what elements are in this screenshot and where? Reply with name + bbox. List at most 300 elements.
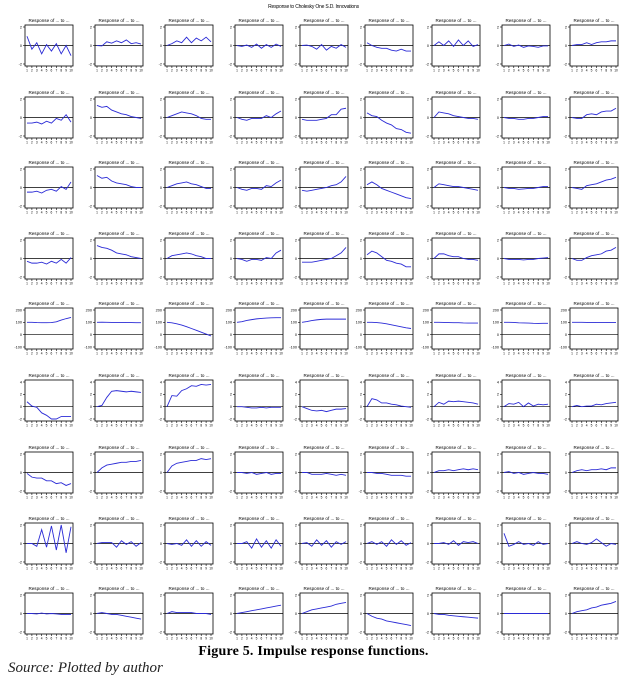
y-tick-label: -2 <box>425 489 429 494</box>
x-tick-label: 10 <box>344 281 348 286</box>
x-tick-label: 3 <box>580 210 583 215</box>
x-tick-label: 8 <box>270 636 273 641</box>
x-tick-label: 3 <box>35 281 38 286</box>
x-tick-label: 4 <box>180 636 183 641</box>
panel-r1-c3 <box>159 18 213 73</box>
x-tick-label: 7 <box>195 351 198 356</box>
response-line <box>167 384 211 406</box>
panel-r5-c3 <box>154 301 213 356</box>
y-tick-label: 0 <box>89 256 92 261</box>
x-tick-label: 10 <box>279 495 283 500</box>
x-tick-label: 6 <box>457 281 460 286</box>
x-tick-label: 1 <box>571 423 573 428</box>
x-tick-label: 4 <box>447 281 450 286</box>
x-tick-label: 2 <box>507 495 510 500</box>
x-tick-label: 4 <box>180 140 183 145</box>
x-tick-label: 1 <box>366 210 368 215</box>
x-tick-label: 4 <box>110 495 113 500</box>
x-tick-label: 2 <box>305 210 308 215</box>
response-line <box>167 612 211 615</box>
x-tick-label: 8 <box>467 210 470 215</box>
y-tick-label: -2 <box>358 62 362 67</box>
response-line <box>504 322 548 323</box>
x-tick-label: 1 <box>433 140 435 145</box>
y-tick-label: -100 <box>491 345 499 350</box>
x-tick-label: 4 <box>315 423 318 428</box>
response-line <box>572 539 616 546</box>
x-tick-label: 6 <box>527 495 530 500</box>
x-tick-label: 6 <box>595 636 598 641</box>
x-tick-label: 3 <box>512 140 515 145</box>
x-tick-label: 1 <box>571 636 573 641</box>
y-tick-label: 2 <box>89 452 92 457</box>
x-tick-label: 9 <box>135 566 138 571</box>
x-tick-label: 4 <box>585 351 588 356</box>
x-tick-label: 2 <box>437 636 440 641</box>
x-tick-label: 7 <box>195 495 198 500</box>
x-tick-label: 6 <box>190 495 193 500</box>
x-tick-label: 1 <box>166 566 168 571</box>
x-tick-label: 7 <box>395 210 398 215</box>
x-tick-label: 5 <box>385 351 388 356</box>
x-tick-label: 5 <box>590 636 593 641</box>
panel-r9-c1 <box>19 586 73 641</box>
x-tick-label: 8 <box>467 351 470 356</box>
x-tick-label: 8 <box>467 68 470 73</box>
x-tick-label: 7 <box>55 636 58 641</box>
response-line <box>367 182 411 199</box>
x-tick-label: 2 <box>240 351 243 356</box>
response-line <box>237 180 281 190</box>
x-tick-label: 3 <box>105 495 108 500</box>
panel-frame <box>165 380 213 421</box>
x-tick-label: 7 <box>395 495 398 500</box>
response-line <box>97 246 141 259</box>
x-tick-label: 4 <box>110 140 113 145</box>
x-tick-label: 3 <box>375 423 378 428</box>
x-tick-label: 10 <box>614 566 618 571</box>
x-tick-label: 6 <box>50 140 53 145</box>
response-line <box>504 472 548 475</box>
x-tick-label: 6 <box>190 281 193 286</box>
x-tick-label: 7 <box>265 140 268 145</box>
x-tick-label: 5 <box>590 210 593 215</box>
y-tick-label: 2 <box>359 452 362 457</box>
panel-r8-c7 <box>426 516 480 571</box>
x-tick-label: 9 <box>205 495 208 500</box>
panel-frame <box>570 380 618 421</box>
x-tick-label: 7 <box>462 68 465 73</box>
x-tick-label: 7 <box>195 68 198 73</box>
x-tick-label: 6 <box>390 68 393 73</box>
x-tick-label: 4 <box>180 423 183 428</box>
x-tick-label: 9 <box>472 210 475 215</box>
x-tick-label: 7 <box>600 495 603 500</box>
y-tick-label: 2 <box>564 593 567 598</box>
panel-title: Response of ... to ... <box>505 160 547 165</box>
y-tick-label: 0 <box>19 185 22 190</box>
y-tick-label: 0 <box>359 470 362 475</box>
x-tick-label: 6 <box>595 566 598 571</box>
x-tick-label: 9 <box>275 636 278 641</box>
y-tick-label: 0 <box>159 185 162 190</box>
x-tick-label: 10 <box>139 423 143 428</box>
x-tick-label: 8 <box>200 68 203 73</box>
response-line <box>97 40 141 46</box>
panel-r5-c8 <box>491 301 550 356</box>
response-line <box>434 614 478 619</box>
y-tick-label: -2 <box>495 204 499 209</box>
y-tick-label: -2 <box>425 417 429 422</box>
x-tick-label: 5 <box>522 281 525 286</box>
x-tick-label: 7 <box>462 566 465 571</box>
x-tick-label: 4 <box>447 495 450 500</box>
x-tick-label: 1 <box>301 68 303 73</box>
y-tick-label: -2 <box>18 417 22 422</box>
x-tick-label: 9 <box>542 566 545 571</box>
y-tick-label: 2 <box>19 238 22 243</box>
response-line <box>97 541 141 547</box>
y-tick-label: 0 <box>89 43 92 48</box>
y-tick-label: -2 <box>293 417 297 422</box>
x-tick-label: 6 <box>120 140 123 145</box>
x-tick-label: 2 <box>575 423 578 428</box>
y-tick-label: 0 <box>359 541 362 546</box>
panel-frame <box>25 308 73 349</box>
x-tick-label: 5 <box>45 210 48 215</box>
x-tick-label: 10 <box>546 68 550 73</box>
x-tick-label: 9 <box>205 351 208 356</box>
x-tick-label: 6 <box>325 636 328 641</box>
x-tick-label: 1 <box>503 636 505 641</box>
x-tick-label: 8 <box>400 140 403 145</box>
panel-frame <box>95 380 143 421</box>
x-tick-label: 1 <box>26 495 28 500</box>
panel-title: Response of ... to ... <box>238 231 280 236</box>
y-tick-label: -2 <box>495 417 499 422</box>
y-tick-label: 2 <box>426 593 429 598</box>
x-tick-label: 6 <box>527 636 530 641</box>
x-tick-label: 8 <box>270 423 273 428</box>
y-tick-label: 0 <box>496 333 499 338</box>
x-tick-label: 2 <box>30 566 33 571</box>
x-tick-label: 9 <box>610 423 613 428</box>
panel-title: Response of ... to ... <box>435 160 477 165</box>
x-tick-label: 6 <box>527 68 530 73</box>
x-tick-label: 10 <box>139 636 143 641</box>
x-tick-label: 5 <box>590 68 593 73</box>
x-tick-label: 10 <box>409 210 413 215</box>
x-tick-label: 10 <box>139 566 143 571</box>
panel-r7-c6 <box>359 445 413 500</box>
y-tick-label: 2 <box>229 97 232 102</box>
x-tick-label: 7 <box>462 636 465 641</box>
x-tick-label: 2 <box>240 566 243 571</box>
x-tick-label: 4 <box>315 351 318 356</box>
y-tick-label: 100 <box>290 320 297 325</box>
x-tick-label: 8 <box>467 636 470 641</box>
x-tick-label: 3 <box>175 68 178 73</box>
panel-r4-c1 <box>19 231 73 286</box>
panel-r5-c2 <box>84 301 143 356</box>
x-tick-label: 1 <box>366 495 368 500</box>
response-line <box>572 601 616 613</box>
x-tick-label: 1 <box>571 68 573 73</box>
response-line <box>367 43 411 51</box>
x-tick-label: 5 <box>590 140 593 145</box>
x-tick-label: 7 <box>265 636 268 641</box>
x-tick-label: 3 <box>442 281 445 286</box>
x-tick-label: 10 <box>614 351 618 356</box>
y-tick-label: 2 <box>294 238 297 243</box>
x-tick-label: 4 <box>585 140 588 145</box>
x-tick-label: 8 <box>335 68 338 73</box>
x-tick-label: 7 <box>532 351 535 356</box>
x-tick-label: 3 <box>175 210 178 215</box>
x-tick-label: 8 <box>537 636 540 641</box>
x-tick-label: 9 <box>65 281 68 286</box>
x-tick-label: 2 <box>370 281 373 286</box>
panel-r1-c2 <box>89 18 143 73</box>
x-tick-label: 2 <box>100 281 103 286</box>
x-tick-label: 9 <box>405 423 408 428</box>
x-tick-label: 6 <box>527 351 530 356</box>
x-tick-label: 5 <box>185 351 188 356</box>
y-tick-label: -2 <box>293 62 297 67</box>
x-tick-label: 10 <box>209 68 213 73</box>
x-tick-label: 2 <box>437 566 440 571</box>
y-tick-label: 0 <box>19 611 22 616</box>
panel-frame <box>502 308 550 349</box>
x-tick-label: 6 <box>527 281 530 286</box>
x-tick-label: 7 <box>600 566 603 571</box>
panel-title: Response of ... to ... <box>573 231 615 236</box>
panel-r4-c7 <box>426 231 480 286</box>
panel-r6-c4 <box>229 373 283 428</box>
x-tick-label: 2 <box>437 351 440 356</box>
y-tick-label: 0 <box>426 115 429 120</box>
panel-title: Response of ... to ... <box>303 18 345 23</box>
panel-title: Response of ... to ... <box>98 586 140 591</box>
panel-title: Response of ... to ... <box>435 586 477 591</box>
x-tick-label: 10 <box>409 281 413 286</box>
y-tick-label: 4 <box>19 380 22 385</box>
y-tick-label: 2 <box>359 238 362 243</box>
x-tick-label: 1 <box>571 281 573 286</box>
x-tick-label: 7 <box>265 351 268 356</box>
x-tick-label: 3 <box>375 210 378 215</box>
x-tick-label: 6 <box>260 351 263 356</box>
panel-r7-c2 <box>89 445 143 500</box>
response-line <box>237 605 281 613</box>
y-tick-label: 0 <box>89 185 92 190</box>
x-tick-label: 3 <box>35 566 38 571</box>
y-tick-label: 0 <box>294 333 297 338</box>
y-tick-label: 200 <box>290 308 297 313</box>
y-tick-label: 2 <box>426 392 429 397</box>
x-tick-label: 3 <box>245 423 248 428</box>
x-tick-label: 8 <box>467 140 470 145</box>
x-tick-label: 9 <box>275 68 278 73</box>
x-tick-label: 6 <box>457 68 460 73</box>
response-line <box>572 468 616 473</box>
panel-r4-c5 <box>294 231 348 286</box>
y-tick-label: 100 <box>15 320 22 325</box>
panel-title: Response of ... to ... <box>368 586 410 591</box>
x-tick-label: 9 <box>65 68 68 73</box>
x-tick-label: 2 <box>170 566 173 571</box>
x-tick-label: 8 <box>400 351 403 356</box>
x-tick-label: 4 <box>180 281 183 286</box>
panel-r9-c8 <box>496 586 550 641</box>
x-tick-label: 1 <box>26 281 28 286</box>
x-tick-label: 4 <box>517 566 520 571</box>
x-tick-label: 4 <box>380 140 383 145</box>
x-tick-label: 7 <box>395 351 398 356</box>
x-tick-label: 1 <box>503 495 505 500</box>
x-tick-label: 5 <box>185 423 188 428</box>
y-tick-label: 0 <box>19 405 22 410</box>
panel-title: Response of ... to ... <box>168 160 210 165</box>
y-tick-label: -100 <box>421 345 429 350</box>
x-tick-label: 1 <box>96 566 98 571</box>
x-tick-label: 10 <box>344 566 348 571</box>
x-tick-label: 4 <box>40 495 43 500</box>
x-tick-label: 6 <box>190 210 193 215</box>
x-tick-label: 9 <box>610 68 613 73</box>
x-tick-label: 9 <box>542 140 545 145</box>
x-tick-label: 6 <box>190 140 193 145</box>
x-tick-label: 1 <box>166 281 168 286</box>
x-tick-label: 6 <box>390 281 393 286</box>
x-tick-label: 1 <box>366 423 368 428</box>
panel-title: Response of ... to ... <box>573 586 615 591</box>
x-tick-label: 6 <box>260 210 263 215</box>
x-tick-label: 4 <box>517 636 520 641</box>
x-tick-label: 5 <box>255 351 258 356</box>
x-tick-label: 2 <box>240 281 243 286</box>
panel-title: Response of ... to ... <box>28 586 70 591</box>
x-tick-label: 2 <box>370 495 373 500</box>
x-tick-label: 3 <box>105 423 108 428</box>
y-tick-label: 0 <box>89 611 92 616</box>
x-tick-label: 7 <box>600 140 603 145</box>
x-tick-label: 5 <box>522 210 525 215</box>
x-tick-label: 6 <box>50 636 53 641</box>
x-tick-label: 1 <box>366 566 368 571</box>
x-tick-label: 2 <box>507 281 510 286</box>
x-tick-label: 7 <box>600 351 603 356</box>
x-tick-label: 6 <box>190 566 193 571</box>
x-tick-label: 8 <box>130 566 133 571</box>
x-tick-label: 3 <box>35 68 38 73</box>
x-tick-label: 1 <box>236 351 238 356</box>
x-tick-label: 8 <box>605 351 608 356</box>
panel-frame <box>25 380 73 421</box>
x-tick-label: 10 <box>279 423 283 428</box>
y-tick-label: 0 <box>359 43 362 48</box>
x-tick-label: 5 <box>452 281 455 286</box>
panel-r5-c5 <box>289 301 348 356</box>
x-tick-label: 1 <box>166 495 168 500</box>
x-tick-label: 7 <box>330 210 333 215</box>
x-tick-label: 6 <box>457 210 460 215</box>
y-tick-label: 2 <box>496 452 499 457</box>
panel-r9-c3 <box>159 586 213 641</box>
x-tick-label: 2 <box>507 423 510 428</box>
y-tick-label: -2 <box>18 630 22 635</box>
y-tick-label: 4 <box>426 380 429 385</box>
x-tick-label: 8 <box>537 566 540 571</box>
y-tick-label: 0 <box>294 405 297 410</box>
y-tick-label: 0 <box>19 470 22 475</box>
x-tick-label: 6 <box>260 423 263 428</box>
x-tick-label: 7 <box>265 281 268 286</box>
x-tick-label: 9 <box>610 210 613 215</box>
x-tick-label: 4 <box>40 68 43 73</box>
x-tick-label: 3 <box>310 281 313 286</box>
y-tick-label: -2 <box>88 417 92 422</box>
x-tick-label: 6 <box>50 281 53 286</box>
x-tick-label: 9 <box>472 423 475 428</box>
y-tick-label: 2 <box>294 593 297 598</box>
panel-frame <box>365 308 413 349</box>
x-tick-label: 2 <box>30 351 33 356</box>
x-tick-label: 8 <box>130 636 133 641</box>
x-tick-label: 1 <box>433 495 435 500</box>
panel-title: Response of ... to ... <box>368 18 410 23</box>
x-tick-label: 4 <box>40 210 43 215</box>
x-tick-label: 6 <box>50 68 53 73</box>
x-tick-label: 5 <box>115 566 118 571</box>
x-tick-label: 5 <box>522 566 525 571</box>
panel-title: Response of ... to ... <box>168 445 210 450</box>
x-tick-label: 9 <box>610 140 613 145</box>
panel-frame <box>300 380 348 421</box>
panel-r7-c5 <box>294 445 348 500</box>
x-tick-label: 3 <box>245 636 248 641</box>
x-tick-label: 1 <box>236 210 238 215</box>
x-tick-label: 4 <box>110 210 113 215</box>
x-tick-label: 10 <box>279 68 283 73</box>
x-tick-label: 10 <box>546 210 550 215</box>
x-tick-label: 3 <box>580 351 583 356</box>
x-tick-label: 2 <box>575 495 578 500</box>
x-tick-label: 5 <box>385 636 388 641</box>
panel-r1-c8 <box>496 18 550 73</box>
x-tick-label: 6 <box>457 495 460 500</box>
x-tick-label: 6 <box>390 351 393 356</box>
panel-r2-c1 <box>19 90 73 145</box>
x-tick-label: 5 <box>45 68 48 73</box>
x-tick-label: 6 <box>50 423 53 428</box>
x-tick-label: 1 <box>166 423 168 428</box>
y-tick-label: 0 <box>294 541 297 546</box>
x-tick-label: 2 <box>305 423 308 428</box>
x-tick-label: 4 <box>250 423 253 428</box>
x-tick-label: 7 <box>125 140 128 145</box>
y-tick-label: 2 <box>294 167 297 172</box>
y-tick-label: 2 <box>564 452 567 457</box>
y-tick-label: 200 <box>15 308 22 313</box>
x-tick-label: 7 <box>330 140 333 145</box>
panel-frame <box>365 380 413 421</box>
x-tick-label: 10 <box>279 636 283 641</box>
panel-r2-c8 <box>496 90 550 145</box>
x-tick-label: 5 <box>45 566 48 571</box>
x-tick-label: 1 <box>503 210 505 215</box>
x-tick-label: 5 <box>255 566 258 571</box>
